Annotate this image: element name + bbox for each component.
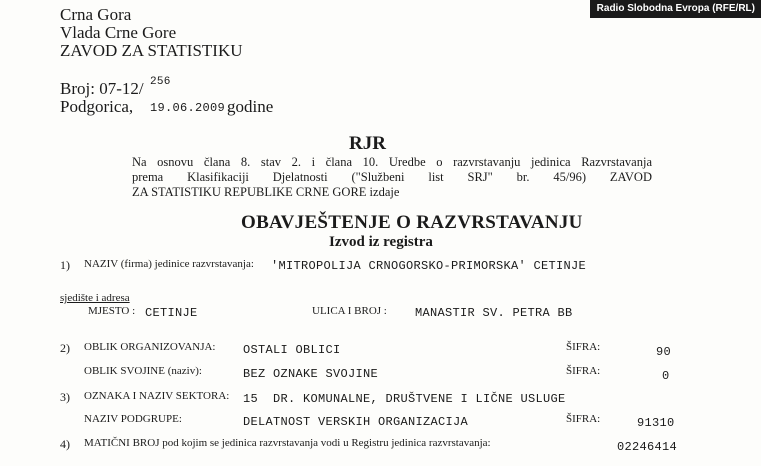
intro-paragraph <box>132 155 652 200</box>
doc-number-value: 256 <box>150 76 171 88</box>
podgrupa-label: NAZIV PODGRUPE: <box>84 413 182 425</box>
sjediste-label: sjedište i adresa <box>60 292 130 304</box>
mjesto-value: CETINJE <box>145 306 198 320</box>
item-number-3: 3) <box>60 390 70 404</box>
institute-name: ZAVOD ZA STATISTIKU <box>60 41 243 60</box>
ulica-value: MANASTIR SV. PETRA BB <box>415 306 573 320</box>
item-number-1: 1) <box>60 258 70 272</box>
sektor-label: OZNAKA I NAZIV SEKTORA: <box>84 390 230 402</box>
city: Podgorica, <box>60 97 134 116</box>
ulica-label: ULICA I BROJ : <box>312 305 387 317</box>
oblik-org-label: OBLIK ORGANIZOVANJA: <box>84 341 216 353</box>
maticni-label: MATIČNI BROJ pod kojim se jedinica razvrstavanja vodi u Registru jedinica razvrstavanja: <box>84 437 491 449</box>
date-suffix: godine <box>227 97 274 116</box>
document-title: RJR <box>349 133 386 154</box>
item-number-4: 4) <box>60 437 70 451</box>
issue-date: 19.06.2009. <box>150 101 233 115</box>
intro-line-2: prema Klasifikaciji Djelatnosti ("Službeni list SRJ" br. 45/96) ZAVOD <box>132 170 652 184</box>
oblik-svojine-label: OBLIK SVOJINE (naziv): <box>84 365 202 377</box>
mjesto-label: MJESTO : <box>88 305 136 317</box>
item-number-2: 2) <box>60 341 70 355</box>
maticni-value: 02246414 <box>617 440 678 454</box>
country-name: Crna Gora <box>60 5 132 24</box>
podgrupa-value: DELATNOST VERSKIH ORGANIZACIJA <box>243 415 469 429</box>
oblik-svojine-value: BEZ OZNAKE SVOJINE <box>243 367 379 381</box>
naziv-label: NAZIV (firma) jedinice razvrstavanja: <box>84 258 254 270</box>
podgrupa-sifra-label: ŠIFRA: <box>566 413 601 425</box>
sektor-value: 15 DR. KOMUNALNE, DRUŠTVENE I LIČNE USLUGE <box>243 392 566 406</box>
oblik-svojine-sifra: 0 <box>662 369 670 383</box>
oblik-org-sifra-label: ŠIFRA: <box>566 341 601 353</box>
government-name: Vlada Crne Gore <box>60 23 177 42</box>
watermark: Radio Slobodna Evropa (RFE/RL) <box>590 0 761 18</box>
notice-subheading: Izvod iz registra <box>329 234 433 250</box>
intro-line-1: Na osnovu člana 8. stav 2. i člana 10. Uredbe o razvrstavanju jedinica Razvrstavanja <box>132 155 652 169</box>
podgrupa-sifra: 91310 <box>637 416 675 430</box>
doc-number-label: Broj: 07-12/ <box>60 79 144 98</box>
intro-line-3: ZA STATISTIKU REPUBLIKE CRNE GORE izdaje <box>132 185 400 199</box>
oblik-svojine-sifra-label: ŠIFRA: <box>566 365 601 377</box>
naziv-value: 'MITROPOLIJA CRNOGORSKO-PRIMORSKA' CETINJE <box>271 259 587 273</box>
oblik-org-value: OSTALI OBLICI <box>243 343 341 357</box>
oblik-org-sifra: 90 <box>656 345 672 359</box>
notice-heading: OBAVJEŠTENJE O RAZVRSTAVANJU <box>241 212 583 233</box>
